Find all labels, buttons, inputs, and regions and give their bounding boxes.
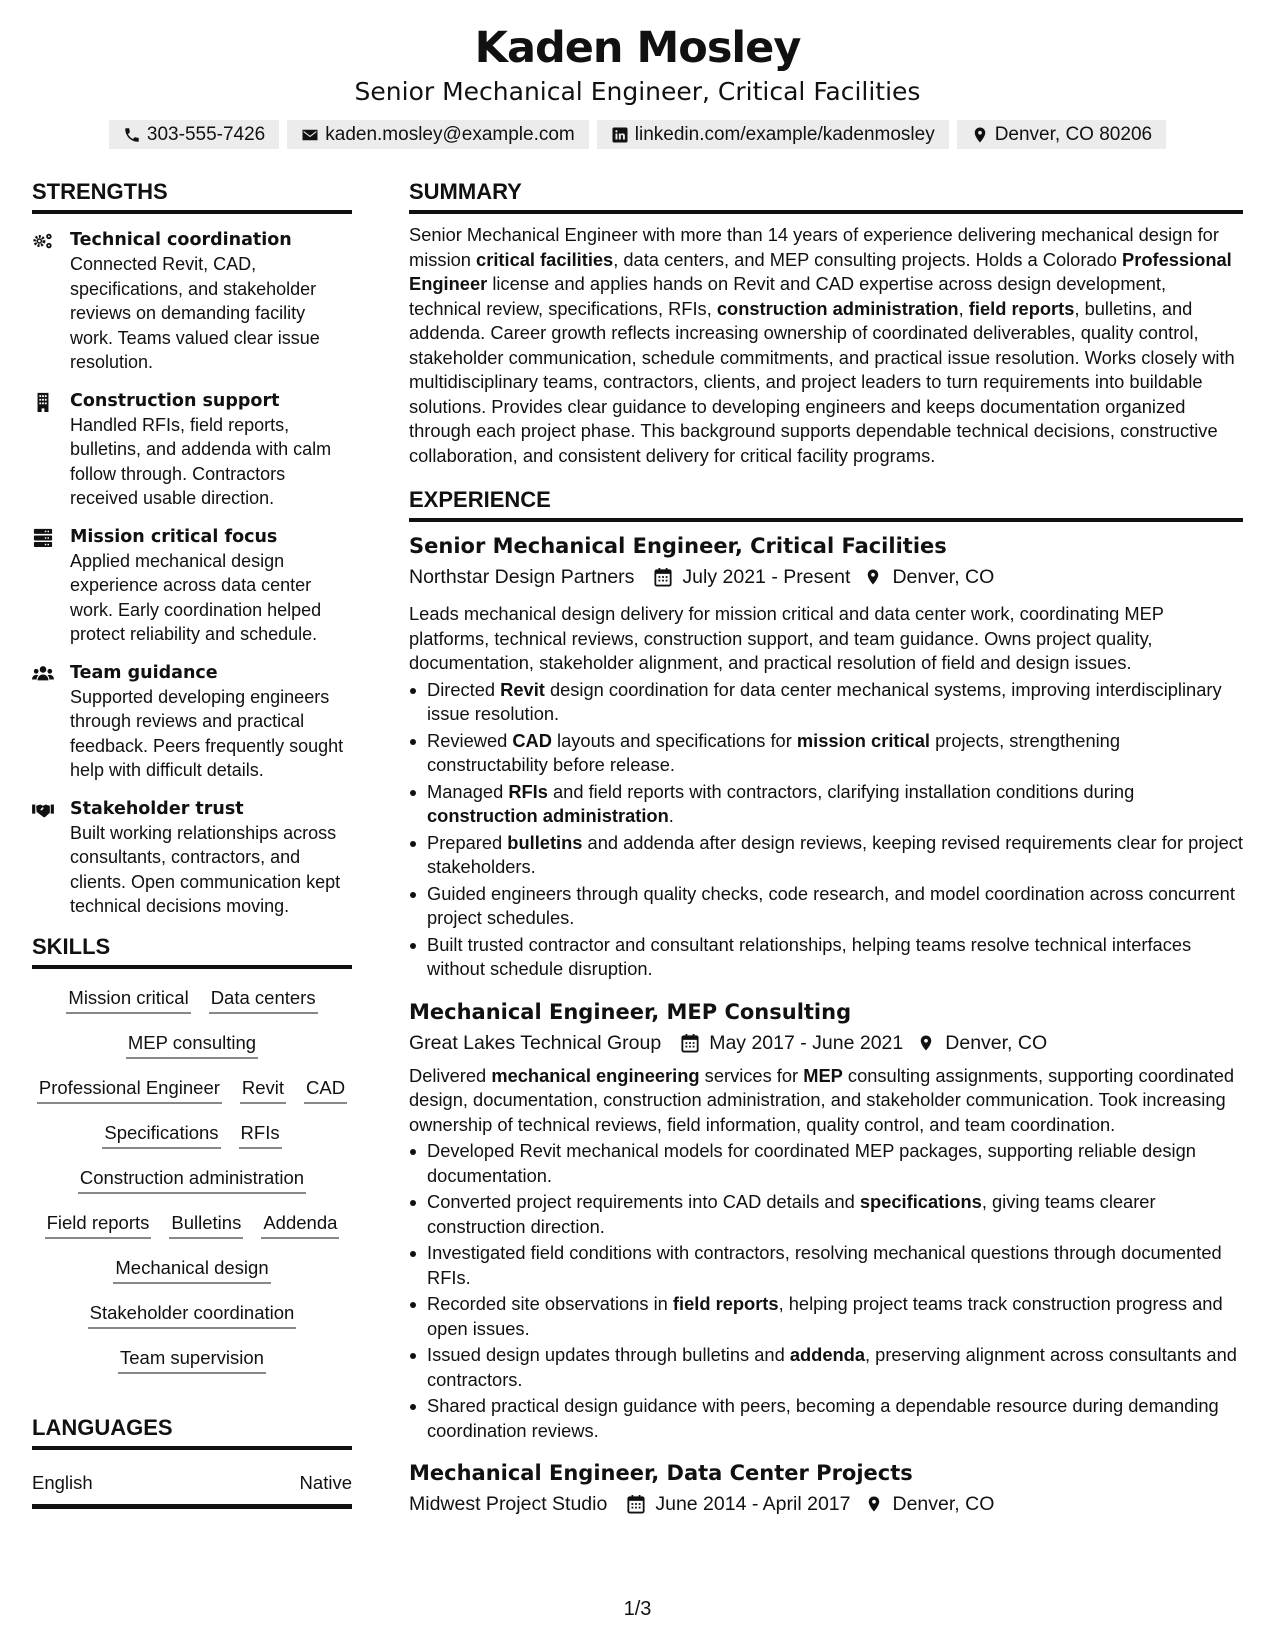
skill-tag: Field reports [45, 1211, 152, 1239]
skill-tag: Addenda [261, 1211, 339, 1239]
bullet-item [427, 780, 1243, 829]
bullet-item [427, 1190, 1243, 1239]
bold-keyword: Professional Engineer [409, 248, 1232, 294]
bold-keyword: addenda [789, 1344, 866, 1365]
skill-tag: Construction administration [78, 1166, 306, 1194]
strength-title: Technical coordination [70, 230, 292, 250]
bullet-item [427, 729, 1243, 778]
text-run: Leads mechanical design delivery for mission critical and data center work, coordinating MEP platforms, technical reviews, construction support, and team guidance. Owns project quality, documentation, stakeholder alignment, and practical resolution of field and design issues. [409, 603, 1164, 673]
text-run: and addenda after design reviews, keeping revised requirements clear for project stakeholders. [427, 831, 1243, 877]
text-run: Guided engineers through quality checks, code research, and model coordination across concurrent project schedules. [427, 882, 1235, 928]
bullet-item [427, 1394, 1243, 1443]
users-icon [32, 661, 56, 783]
skills-list [32, 986, 352, 1374]
handshake-icon [32, 797, 56, 919]
job-location: Denver, CO [892, 1493, 995, 1515]
text-run: Recorded site observations in [427, 1293, 673, 1314]
strength-description: Applied mechanical design experience across data center work. Early coordination helped protect reliability and schedule. [70, 550, 322, 644]
bullet-item [427, 1241, 1243, 1290]
strength-description: Supported developing engineers through reviews and practical feedback. Peers frequently sought help with difficult details. [70, 686, 344, 780]
text-run: Built trusted contractor and consultant relationships, helping teams resolve technical interfaces without schedule disruption. [427, 933, 1192, 979]
skill-tag: Bulletins [169, 1211, 243, 1239]
bold-keyword: field reports [968, 297, 1075, 319]
languages-heading: LANGUAGES [32, 1414, 352, 1450]
text-run: Directed [427, 678, 501, 700]
strength-title: Stakeholder trust [70, 798, 244, 819]
skill-tag: Team supervision [118, 1346, 266, 1374]
job-bullets [409, 1139, 1243, 1443]
resume-header [0, 0, 1275, 149]
text-run: design coordination for data center mechanical systems, improving interdisciplinary issue resolution. [427, 678, 1222, 724]
skill-tag: Data centers [209, 986, 318, 1014]
server-icon [32, 525, 56, 647]
text-run: . [668, 805, 674, 826]
bold-keyword: field reports [672, 1293, 779, 1314]
job-company: Midwest Project Studio [409, 1493, 608, 1515]
linkedin-icon [611, 126, 629, 144]
strength-description: Connected Revit, CAD, specifications, and stakeholder reviews on demanding facility work. Teams valued clear issue resolution. [70, 254, 320, 372]
text-run: Issued design updates through bulletins and [427, 1344, 790, 1365]
strength-item [32, 797, 352, 919]
job-title: Mechanical Engineer, MEP Consulting [409, 999, 852, 1024]
text-run: Delivered [409, 1064, 492, 1086]
skill-tag: Mission critical [66, 986, 190, 1014]
left-column [32, 178, 352, 1509]
job-dates: May 2017 - June 2021 [709, 1031, 904, 1054]
job-entry [409, 532, 1243, 982]
strength-item [32, 389, 352, 511]
bold-keyword: RFIs [508, 780, 548, 802]
contact-linkedin[interactable] [597, 120, 949, 149]
bullet-item [427, 933, 1243, 982]
text-run: Managed [427, 780, 509, 802]
contact-bar [0, 120, 1275, 149]
job-bullets [409, 678, 1243, 982]
contact-phone-text: 303-555-7426 [146, 124, 266, 145]
job-location: Denver, CO [945, 1031, 1048, 1054]
bullet-item [427, 678, 1243, 727]
envelope-icon [301, 126, 319, 144]
text-run: , preserving alignment across consultants and contractors. [427, 1344, 1237, 1390]
bold-keyword: MEP [803, 1064, 843, 1086]
job-company: Northstar Design Partners [409, 566, 635, 588]
skills-heading: SKILLS [32, 933, 352, 969]
contact-email-text: kaden.mosley@example.com [325, 124, 575, 145]
text-run: Developed Revit mechanical models for coordinated MEP packages, supporting reliable design documentation. [427, 1140, 1196, 1186]
page-number: 1/3 [623, 1598, 652, 1620]
strength-title: Mission critical focus [70, 526, 278, 547]
strength-item [32, 525, 352, 647]
calendar-icon [627, 1494, 645, 1514]
summary-heading: SUMMARY [409, 178, 1243, 214]
bold-keyword: CAD [512, 729, 552, 751]
job-location: Denver, CO [892, 566, 995, 588]
job-meta [409, 1489, 1243, 1519]
bold-keyword: mission critical [796, 729, 930, 751]
bullet-item [427, 831, 1243, 880]
calendar-icon [681, 1033, 699, 1053]
job-meta [409, 1028, 1243, 1058]
job-description [409, 1064, 1243, 1138]
strength-description: Handled RFIs, field reports, bulletins, and addenda with calm follow through. Contractors received usable direction. [70, 414, 332, 508]
phone-icon [123, 126, 141, 144]
location-pin-icon [865, 1494, 883, 1514]
gears-icon [32, 228, 56, 375]
bullet-item [427, 1343, 1243, 1392]
bold-keyword: construction administration [716, 297, 959, 319]
language-level: Native [299, 1471, 352, 1493]
job-entry [409, 1459, 1243, 1519]
text-run: Prepared [427, 831, 508, 853]
candidate-headline: Senior Mechanical Engineer, Critical Facilities [354, 77, 921, 106]
bold-keyword: mechanical engineering [491, 1064, 700, 1086]
location-pin-icon [971, 126, 989, 144]
bold-keyword: critical facilities [476, 248, 614, 270]
location-pin-icon [917, 1033, 935, 1053]
text-run: Converted project requirements into CAD details and [427, 1191, 860, 1212]
job-company: Great Lakes Technical Group [409, 1031, 662, 1054]
language-item [32, 1472, 352, 1509]
text-run: Senior Mechanical Engineer with more than 14 years of experience delivering mechanical design for mission [409, 224, 1219, 270]
text-run: Reviewed [427, 729, 513, 751]
text-run: layouts and specifications for [551, 729, 797, 751]
skill-tag: Revit [240, 1076, 286, 1104]
strengths-list [32, 228, 352, 919]
job-description [409, 602, 1243, 676]
text-run: Investigated field conditions with contractors, resolving mechanical questions through documented RFIs. [427, 1242, 1222, 1288]
building-icon [32, 389, 56, 511]
job-title: Senior Mechanical Engineer, Critical Facilities [409, 534, 947, 558]
job-dates: June 2014 - April 2017 [655, 1493, 851, 1515]
location-pin-icon [864, 567, 882, 587]
job-meta [409, 562, 1243, 592]
language-name: English [32, 1471, 93, 1493]
job-title: Mechanical Engineer, Data Center Projects [409, 1461, 913, 1485]
summary-text [409, 223, 1243, 468]
strength-title: Construction support [70, 390, 280, 411]
calendar-icon [654, 567, 672, 587]
contact-email[interactable] [287, 120, 589, 149]
text-run: projects, strengthening constructability before release. [427, 729, 1121, 775]
strength-title: Team guidance [70, 662, 218, 683]
text-run: , data centers, and MEP consulting projects. Holds a Colorado [613, 248, 1123, 270]
bullet-item [427, 1139, 1243, 1188]
candidate-name: Kaden Mosley [474, 23, 801, 73]
right-column [409, 178, 1243, 1519]
text-run: , bulletins, and addenda. Career growth reflects increasing ownership of coordinated deliverables, quality control, stakeholder communication, schedule commitments, and practical issue resolution. Works closely with multidisciplinary teams, contractors, clients, and project leaders to turn requirements into buildable solutions. Provides clear guidance to developing engineers and keeps documentation organized through each project phase. This background supports dependable technical decisions, constructive collaboration, and consistent delivery for critical facility programs. [409, 297, 1235, 466]
text-run: , [958, 297, 969, 319]
job-entry [409, 998, 1243, 1444]
text-run: services for [699, 1064, 804, 1086]
contact-location [957, 120, 1166, 149]
bold-keyword: specifications [859, 1191, 982, 1212]
skill-tag: Mechanical design [113, 1256, 270, 1284]
bold-keyword: bulletins [507, 831, 583, 853]
strengths-heading: STRENGTHS [32, 178, 352, 214]
bullet-item [427, 882, 1243, 931]
experience-heading: EXPERIENCE [409, 486, 1243, 522]
skill-tag: Professional Engineer [37, 1076, 222, 1104]
contact-location-text: Denver, CO 80206 [994, 124, 1153, 145]
contact-phone[interactable] [109, 120, 279, 149]
strength-item [32, 228, 352, 375]
text-run: and field reports with contractors, clarifying installation conditions during [547, 780, 1135, 802]
skill-tag: RFIs [239, 1121, 282, 1149]
text-run: license and applies hands on Revit and CAD expertise across design development, technical review, specifications, RFIs, [409, 273, 1167, 319]
text-run: , helping project teams track construction progress and open issues. [427, 1293, 1223, 1339]
job-dates: July 2021 - Present [682, 566, 851, 588]
text-run: Shared practical design guidance with peers, becoming a dependable resource during demanding coordination reviews. [427, 1395, 1219, 1441]
bold-keyword: Revit [500, 678, 545, 700]
strength-item [32, 661, 352, 783]
skill-tag: MEP consulting [126, 1031, 258, 1059]
contact-linkedin-text: linkedin.com/example/kadenmosley [634, 124, 935, 145]
text-run: consulting assignments, supporting coordinated design, documentation, construction administration, and stakeholder communication. Took increasing ownership of technical reviews, field information, quality control, and team coordination. [409, 1064, 1235, 1135]
skill-tag: CAD [304, 1076, 347, 1104]
skill-tag: Specifications [102, 1121, 220, 1149]
bullet-item [427, 1292, 1243, 1341]
text-run: , giving teams clearer construction direction. [427, 1191, 1156, 1237]
strength-description: Built working relationships across consultants, contractors, and clients. Open communication kept technical decisions moving. [70, 822, 341, 916]
bold-keyword: construction administration [427, 805, 669, 826]
skill-tag: Stakeholder coordination [88, 1301, 297, 1329]
